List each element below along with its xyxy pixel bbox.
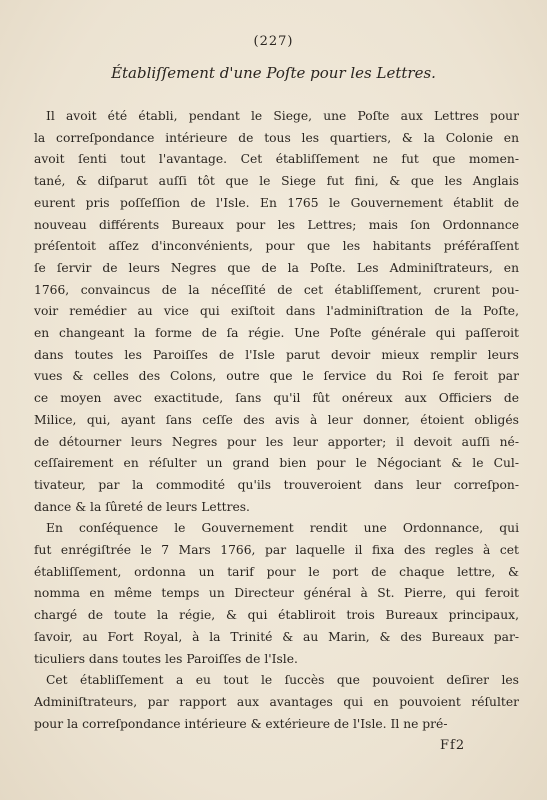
text-line: Cet établiſſement a eu tout le ſuccès que pouvoient deſirer les xyxy=(46,673,519,688)
text-line: eurent pris poſſeſſion de l'Isle. En 1765 le Gouvernement établit de xyxy=(34,195,519,210)
page-number: (227) xyxy=(253,34,294,49)
text-line: en changeant la forme de ſa régie. Une Poſte générale qui paſſeroit xyxy=(34,326,519,341)
section-title: Établiſſement d'une Poſte pour les Lettres. xyxy=(111,64,436,82)
text-line: Adminiſtrateurs, par rapport aux avantages qui en pouvoient réſulter xyxy=(34,694,519,709)
text-line: vues & celles des Colons, outre que le ſervice du Roi ſe feroit par xyxy=(34,369,519,384)
text-line: fut enrégiſtrée le 7 Mars 1766, par laquelle il fixa des regles à cet xyxy=(34,543,519,558)
text-line: la correſpondance intérieure de tous les quartiers, & la Colonie en xyxy=(34,130,519,145)
text-line: ceſſairement en réſulter un grand bien pour le Négociant & le Cul- xyxy=(34,456,519,471)
text-line: établiſſement, ordonna un tarif pour le port de chaque lettre, & xyxy=(34,564,519,579)
text-line: 1766, convaincus de la néceſſité de cet établiſſement, crurent pou- xyxy=(34,282,519,297)
text-line: ſavoir, au Fort Royal, à la Trinité & au Marin, & des Bureaux par- xyxy=(34,629,519,644)
paragraph xyxy=(34,518,519,670)
text-line: dance & la ſûreté de leurs Lettres. xyxy=(34,499,250,514)
text-line: nouveau différents Bureaux pour les Lettres; mais ſon Ordonnance xyxy=(34,217,519,232)
body-text xyxy=(34,106,519,735)
text-line: ſe ſervir de leurs Negres que de la Poſte. Les Adminiſtrateurs, en xyxy=(34,260,519,275)
text-line: En conſéquence le Gouvernement rendit une Ordonnance, qui xyxy=(46,521,519,536)
text-line: préſentoit aſſez d'inconvénients, pour que les habitants préféraſſent xyxy=(34,239,519,254)
text-line: Il avoit été établi, pendant le Siege, une Poſte aux Lettres pour xyxy=(46,109,519,123)
text-line: Milice, qui, ayant ſans ceſſe des avis à leur donner, étoient obligés xyxy=(34,412,519,427)
text-line: voir remédier au vice qui exiſtoit dans l'adminiſtration de la Poſte, xyxy=(34,304,519,319)
text-line: avoit ſenti tout l'avantage. Cet établiſſement ne fut que momen- xyxy=(34,152,519,167)
signature-mark: Ff2 xyxy=(440,738,466,753)
text-line: nomma en même temps un Directeur général à St. Pierre, qui feroit xyxy=(34,586,519,601)
paragraph xyxy=(34,670,519,735)
text-line: pour la correſpondance intérieure & extérieure de l'Isle. Il ne pré- xyxy=(34,716,448,731)
text-line: ticuliers dans toutes les Paroiſſes de l'Isle. xyxy=(34,651,298,666)
text-line: de détourner leurs Negres pour les leur apporter; il devoit auſſi né- xyxy=(34,434,519,449)
text-line: tivateur, par la commodité qu'ils trouveroient dans leur correſpon- xyxy=(34,477,519,492)
paragraph xyxy=(34,106,519,518)
text-line: chargé de toute la régie, & qui établiroit trois Bureaux principaux, xyxy=(34,608,519,623)
text-line: ce moyen avec exactitude, ſans qu'il fût onéreux aux Officiers de xyxy=(34,391,519,406)
text-line: dans toutes les Paroiſſes de l'Isle parut devoir mieux remplir leurs xyxy=(34,347,519,362)
text-line: tané, & diſparut auſſi tôt que le Siege fut fini, & que les Anglais xyxy=(34,174,519,189)
